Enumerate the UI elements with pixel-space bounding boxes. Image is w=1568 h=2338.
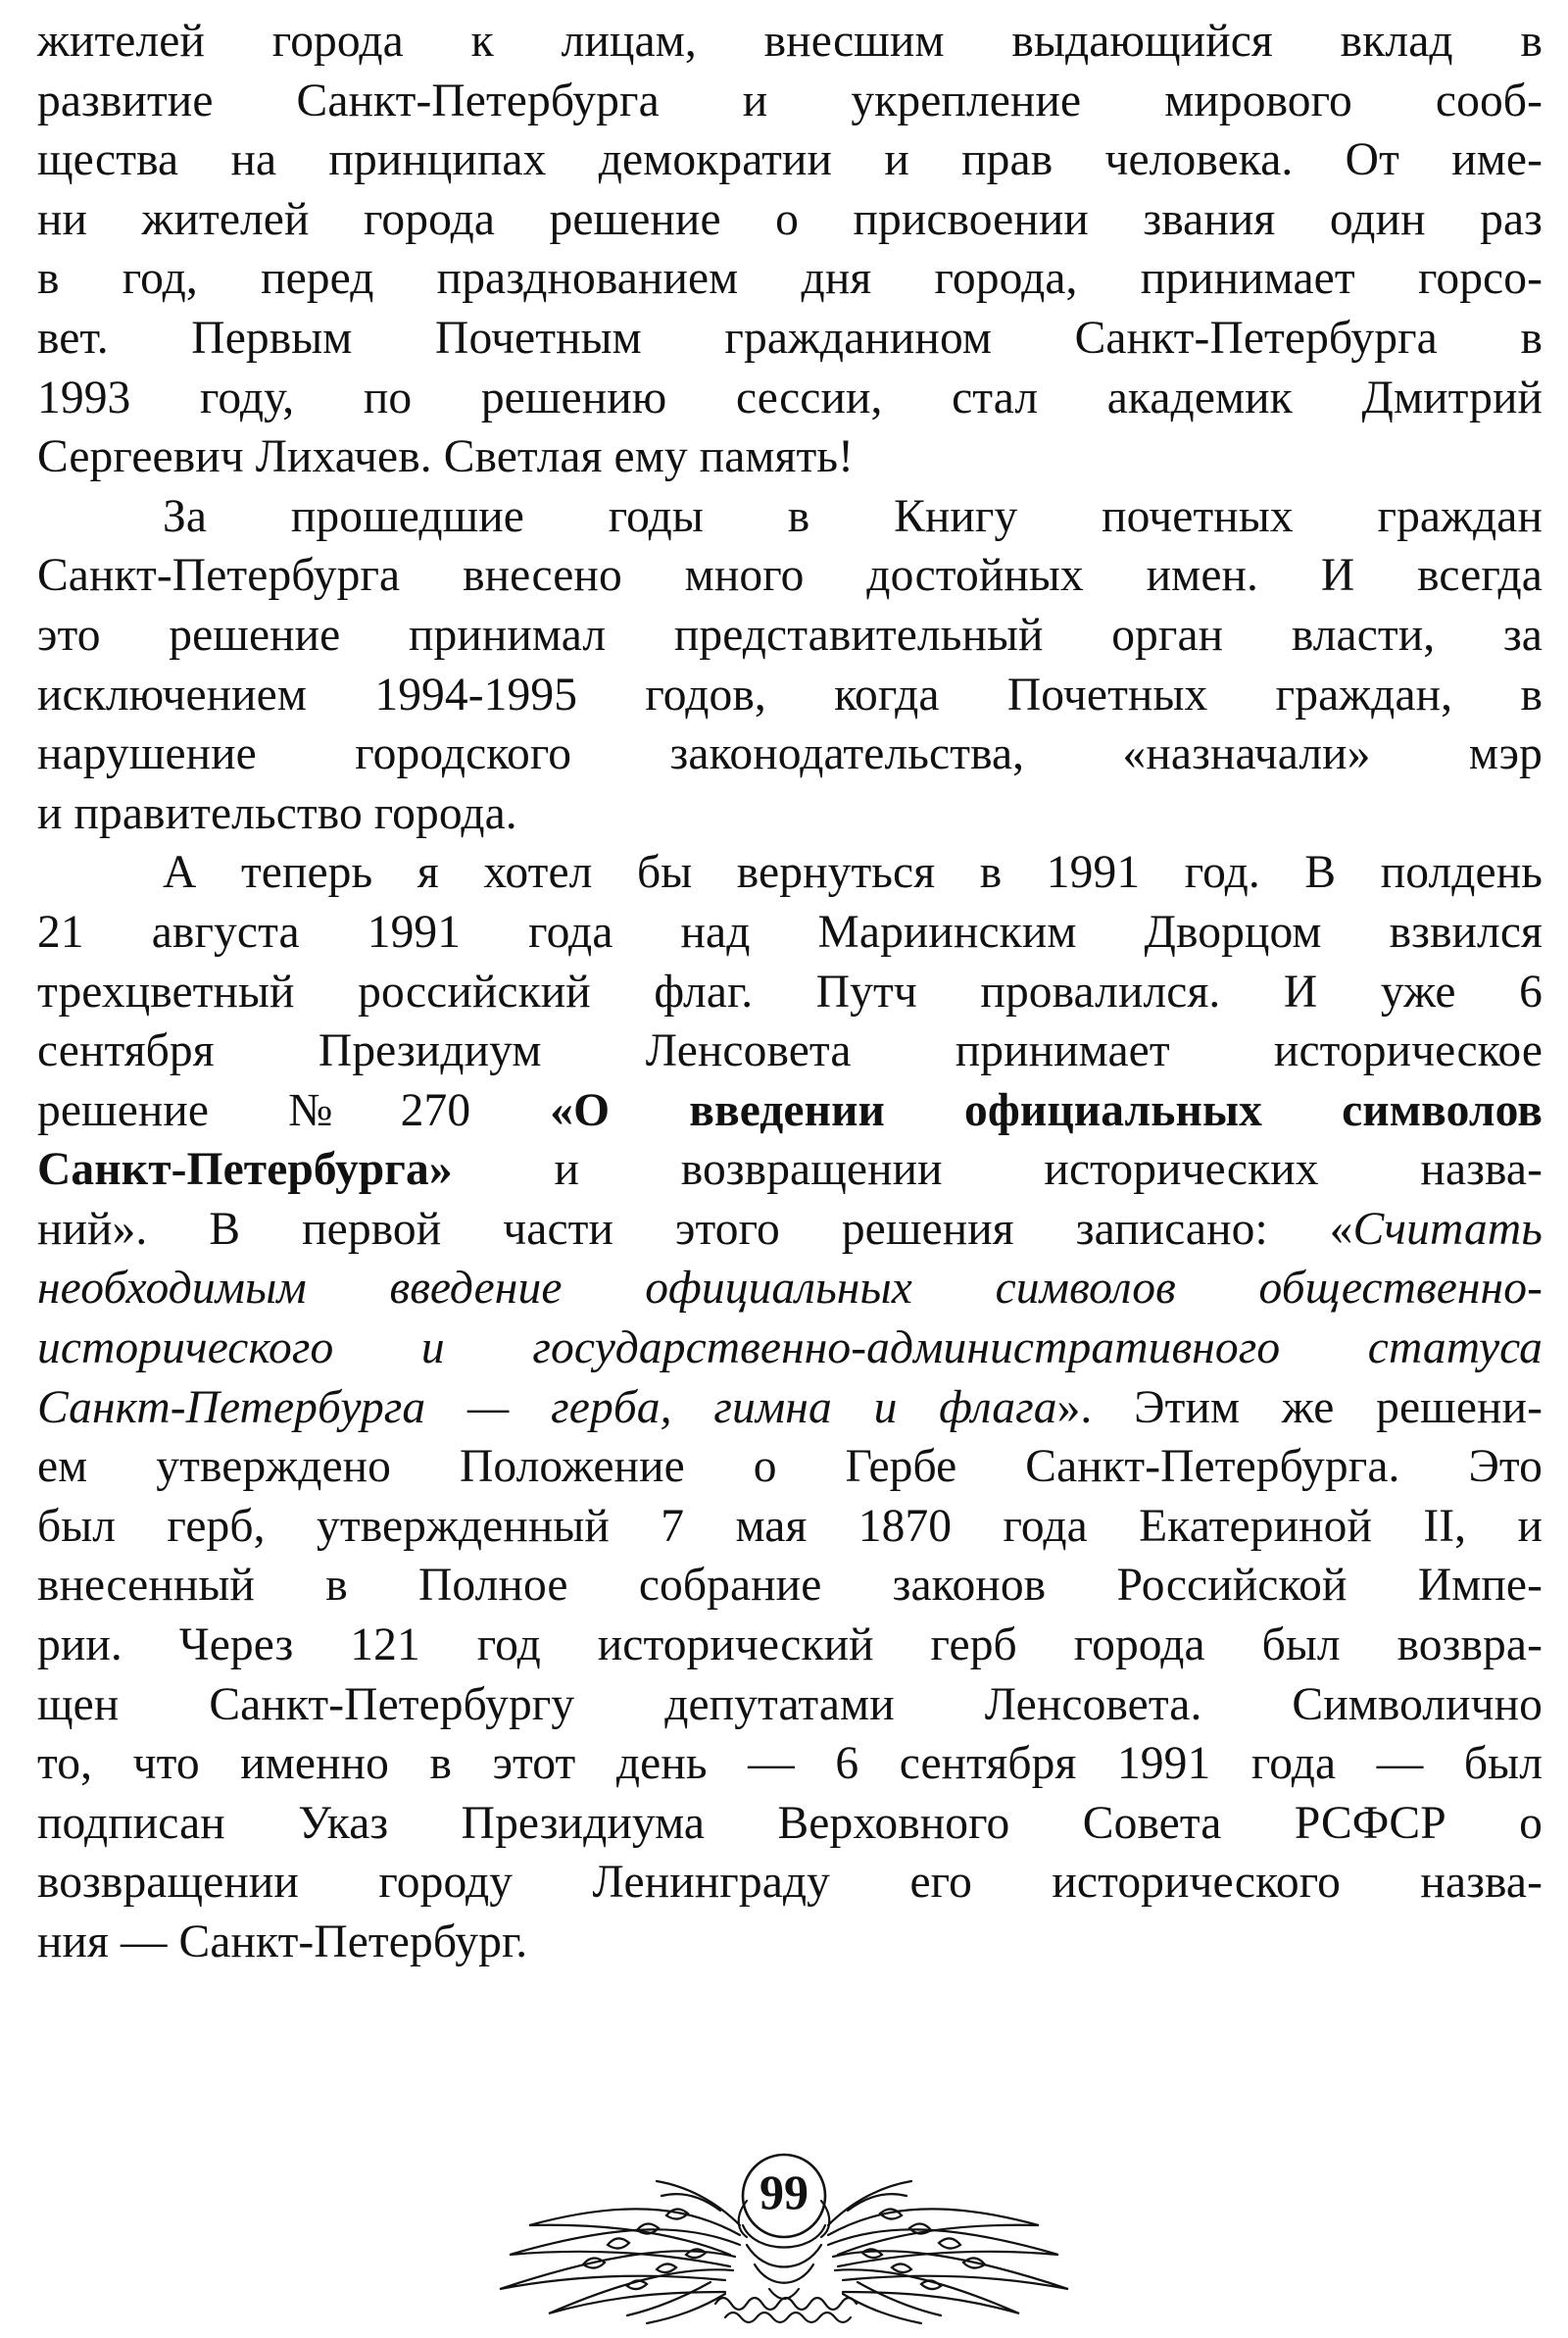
text-line <box>37 1497 1543 1557</box>
text-line <box>37 1140 1543 1200</box>
text-line <box>37 903 1543 963</box>
text-line <box>37 1437 1543 1497</box>
text-segment: развитие Санкт-Петербурга и укрепление мирового сооб- <box>37 75 1543 126</box>
text-line <box>37 784 1543 844</box>
text-line <box>37 1794 1543 1854</box>
text-segment: ни жителей города решение о присвоении звания один раз <box>37 193 1543 245</box>
text-segment: Санкт-Петербурга внесено много достойных имен. И всегда <box>37 550 1543 602</box>
text-line <box>37 130 1543 190</box>
text-segment: вет. Первым Почетным гражданином Санкт-Петербурга в <box>37 312 1543 364</box>
text-line <box>37 249 1543 309</box>
text-segment: исключением 1994-1995 годов, когда Почетных граждан, в <box>37 669 1543 721</box>
text-segment: ». Этим же решени- <box>1056 1381 1544 1433</box>
text-segment: возвращении городу Ленинграду его исторического назва- <box>37 1857 1543 1909</box>
text-line <box>37 1675 1543 1735</box>
text-line <box>37 1556 1543 1616</box>
text-segment: А теперь я хотел бы вернуться в 1991 год. В полдень <box>163 847 1543 899</box>
text-line <box>37 72 1543 131</box>
text-line <box>37 487 1543 547</box>
text-line <box>37 606 1543 666</box>
text-segment: был герб, утвержденный 7 мая 1870 года Екатериной II, и <box>37 1500 1543 1552</box>
italic-text: исторического и государственно-административного статуса <box>37 1322 1543 1374</box>
italic-text: необходимым введение официальных символов общественно- <box>37 1263 1543 1315</box>
italic-text: Санкт-Петербурга — герба, гимна и флага <box>37 1381 1057 1433</box>
bold-text: Санкт-Петербурга» <box>37 1144 453 1196</box>
text-segment: трехцветный российский флаг. Путч провалился. И уже 6 <box>37 966 1543 1018</box>
italic-text: Считать <box>1352 1203 1543 1255</box>
text-segment: это решение принимал представительный орган власти, за <box>37 609 1543 661</box>
text-line <box>37 1913 1543 1972</box>
text-line <box>37 1200 1543 1260</box>
text-segment: в год, перед празднованием дня города, принимает горсо- <box>37 253 1543 305</box>
text-segment: то, что именно в этот день — 6 сентября 1991 года — был <box>37 1738 1543 1790</box>
text-segment: ния — Санкт-Петербург. <box>37 1916 528 1967</box>
text-line <box>37 1616 1543 1675</box>
text-line <box>37 427 1543 487</box>
text-segment: сентября Президиум Ленсовета принимает историческое <box>37 1025 1543 1077</box>
page-number: 99 <box>760 2164 808 2219</box>
text-line <box>37 1734 1543 1794</box>
text-segment: Сергеевич Лихачев. Светлая ему память! <box>37 431 855 483</box>
text-line <box>37 12 1543 72</box>
text-line <box>37 843 1543 903</box>
text-segment: и возвращении исторических назва- <box>452 1144 1543 1196</box>
text-segment: и правительство города. <box>37 787 517 839</box>
page-body-text <box>37 12 1543 1972</box>
text-line <box>37 190 1543 250</box>
text-line <box>37 963 1543 1022</box>
text-segment: 21 августа 1991 года над Мариинским Дворцом взвился <box>37 906 1543 958</box>
text-line <box>37 369 1543 428</box>
text-line <box>37 546 1543 606</box>
text-line <box>37 1259 1543 1318</box>
text-line <box>37 666 1543 725</box>
text-line <box>37 1853 1543 1913</box>
text-line <box>37 1021 1543 1081</box>
text-segment: жителей города к лицам, внесшим выдающийся вклад в <box>37 16 1543 67</box>
text-segment: щества на принципах демократии и прав человека. От име- <box>37 134 1543 186</box>
text-segment: подписан Указ Президиума Верховного Совета РСФСР о <box>37 1797 1543 1849</box>
text-segment: рии. Через 121 год исторический герб города был возвра- <box>37 1619 1543 1671</box>
text-segment: 1993 году, по решению сессии, стал академик Дмитрий <box>37 372 1543 423</box>
right-wing-icon <box>828 2181 1068 2323</box>
text-line <box>37 309 1543 369</box>
text-segment: ем утверждено Положение о Гербе Санкт-Петербурга. Это <box>37 1441 1543 1493</box>
text-line <box>37 1081 1543 1141</box>
text-segment: решение №270 <box>37 1084 551 1136</box>
text-line <box>37 1318 1543 1378</box>
text-segment: За прошедшие годы в Книгу почетных граждан <box>163 490 1543 542</box>
text-line <box>37 724 1543 784</box>
left-wing-icon <box>500 2181 740 2323</box>
text-line <box>37 1378 1543 1438</box>
text-segment: ний». В первой части этого решения записано: « <box>37 1203 1353 1255</box>
text-segment: щен Санкт-Петербургу депутатами Ленсовета. Символично <box>37 1678 1543 1730</box>
text-segment: внесенный в Полное собрание законов Российской Импе- <box>37 1560 1543 1612</box>
bold-text: «О введении официальных символов <box>550 1084 1543 1136</box>
text-segment: нарушение городского законодательства, «назначали» мэр <box>37 728 1543 780</box>
